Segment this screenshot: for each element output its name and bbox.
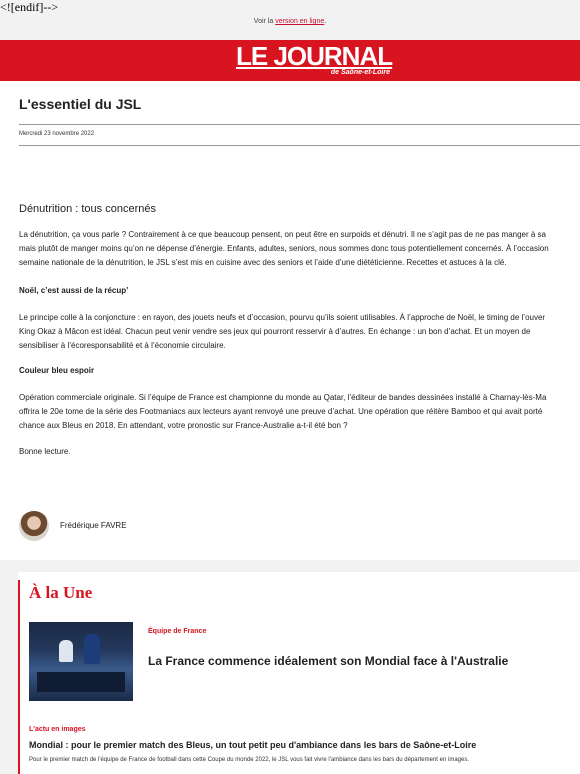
editorial-headline: Dénutrition : tous concernés <box>19 203 156 215</box>
section-accent-bar <box>18 580 20 774</box>
divider <box>19 124 580 125</box>
article-kicker: L'actu en images <box>29 726 86 733</box>
subheading-text: Couleur bleu espoir <box>19 366 95 375</box>
brand-subtitle: de Saône-et-Loire <box>330 69 390 76</box>
view-online-bar <box>0 18 580 25</box>
divider <box>19 145 580 146</box>
paragraph-line: semaine nationale de la dénutrition, le JSL s’est mis en cuisine avec des seniors et l’aide d’une diététicienne. Recettes et astuces à la clé. <box>19 258 507 267</box>
paragraph-line: offrira le 20e tome de la série des Footmaniacs aux lecteurs ayant renvoyé une preuve d’achat. Une opération que réitère Bamboo et qui avait porté <box>19 407 543 416</box>
paragraph-line: La dénutrition, ça vous parle ? Contrairement à ce que beaucoup pensent, on peut être en surpoids et dénutri. Il ne s’agit pas de ne pas manger à sa <box>19 230 547 239</box>
subheading-noel <box>19 284 580 298</box>
view-online-suffix: . <box>324 18 327 25</box>
view-online-prefix: Voir la <box>253 18 276 25</box>
view-online-link[interactable]: version en ligne <box>275 18 325 25</box>
paragraph-line: Le principe colle à la conjoncture : en rayon, des jouets neufs et d’occasion, pourvu qu’ils soient utilisables. À l’approche de Noël, le timing de l’ouver <box>19 313 546 322</box>
paragraph-line: sensibiliser à l’écoresponsabilité et à l’économie circulaire. <box>19 341 226 350</box>
article-title-link[interactable]: La France commence idéalement son Mondial face à l'Australie <box>148 654 509 668</box>
paragraph-line: chance aux Bleus en 2018. En attendant, votre pronostic sur France-Australie a-t-il été bon ? <box>19 421 348 430</box>
article-title-link[interactable]: Mondial : pour le premier match des Bleus, un tout petit peu d'ambiance dans les bars de Saône-et-Loire <box>29 740 477 750</box>
paragraph-line: King Okaz à Mâcon est idéal. Chacun peut venir vendre ses jeux qui pourront resservir à d’autres. En échange : un bon d’achat. Et un moyen de <box>19 327 531 336</box>
closing-line: Bonne lecture. <box>19 447 71 456</box>
author-name: Frédérique FAVRE <box>60 521 127 530</box>
article-summary: Pour le premier match de l'équipe de France de football dans cette Coupe du monde 2022, le JSL vous fait vivre l'ambiance dans les bars du département en images. <box>29 757 469 763</box>
editorial-paragraph-3 <box>19 391 580 433</box>
crowd-shape <box>37 672 125 692</box>
section-title: À la Une <box>29 583 93 602</box>
brand-name: LE JOURNAL <box>236 41 393 71</box>
stray-comment-text: <![endif]--> <box>0 0 59 14</box>
article-kicker: Équipe de France <box>148 628 207 635</box>
editorial-paragraph-2 <box>19 311 580 353</box>
newsletter-title: L'essentiel du JSL <box>19 96 142 112</box>
editorial-paragraph-1 <box>19 228 580 270</box>
author-avatar <box>19 511 49 541</box>
paragraph-line: mais plutôt de manger moins qu’on ne dépense d’énergie. Enfants, adultes, seniors, nous sommes donc tous potentiellement concernés. À l’occasion <box>19 244 549 253</box>
article-thumbnail[interactable] <box>29 622 133 701</box>
subheading-bleu <box>19 364 580 378</box>
paragraph-line: Opération commerciale originale. Si l’équipe de France est championne du monde au Qatar, l’éditeur de bandes dessinées installé à Charnay-lès-Ma <box>19 393 547 402</box>
player-figure <box>84 634 100 664</box>
subheading-text: Noël, c’est aussi de la récup’ <box>19 286 129 295</box>
brand-logo[interactable] <box>236 42 396 80</box>
newsletter-date: Mercredi 23 novembre 2022 <box>19 131 95 137</box>
player-figure <box>59 640 73 662</box>
